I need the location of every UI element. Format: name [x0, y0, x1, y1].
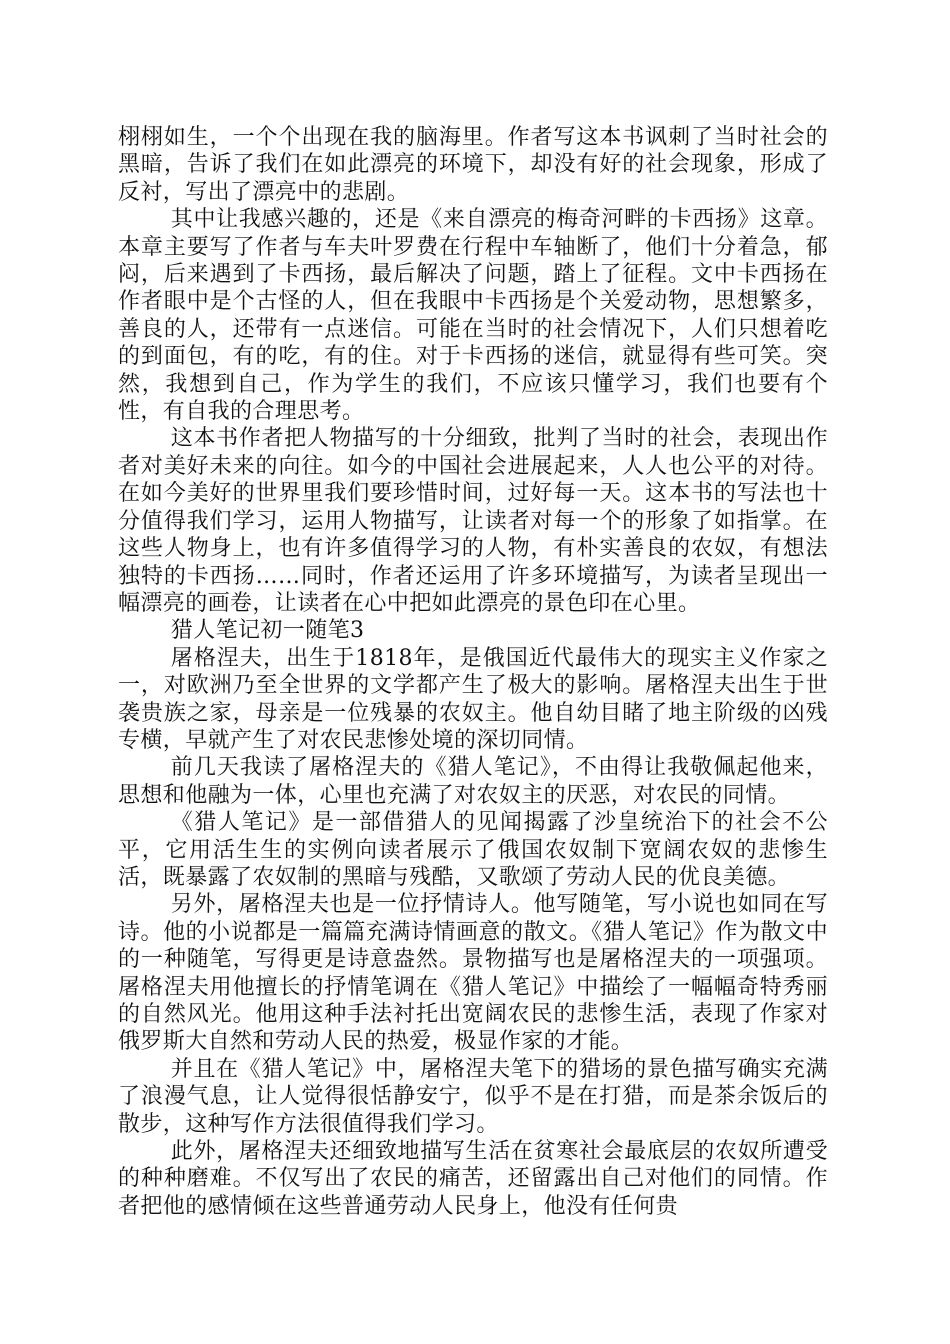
paragraph-6: 《猎人笔记》是一部借猎人的见闻揭露了沙皇统治下的社会不公平，它用活生生的实例向读者展示了俄国农奴制下宽阔农奴的悲惨生活，既暴露了农奴制的黑暗与残酷，又歌颂了劳动人民的优良美德。 — [118, 810, 828, 890]
paragraph-9: 此外，屠格涅夫还细致地描写生活在贫寒社会最底层的农奴所遭受的种种磨难。不仅写出了农民的痛苦，还留露出自己对他们的同情。作者把他的感情倾在这些普通劳动人民身上，他没有任何贵 — [118, 1139, 828, 1219]
paragraph-7: 另外，屠格涅夫也是一位抒情诗人。他写随笔，写小说也如同在写诗。他的小说都是一篇篇充满诗情画意的散文。《猎人笔记》作为散文中的一种随笔，写得更是诗意盎然。景物描写也是屠格涅夫的一项强项。屠格涅夫用他擅长的抒情笔调在《猎人笔记》中描绘了一幅幅奇特秀丽的自然风光。他用这种手法衬托出宽阔农民的悲惨生活，表现了作家对俄罗斯大自然和劳动人民的热爱，极显作家的才能。 — [118, 892, 828, 1055]
essay-heading: 猎人笔记初一随笔3 — [170, 618, 365, 644]
paragraph-3: 这本书作者把人物描写的十分细致，批判了当时的社会，表现出作者对美好未来的向往。如今的中国社会进展起来，人人也公平的对待。在如今美好的世界里我们要珍惜时间，过好每一天。这本书的写法也十分值得我们学习，运用人物描写，让读者对每一个的形象了如指掌。在这些人物身上，也有许多值得学习的人物，有朴实善良的农奴，有想法独特的卡西扬……同时，作者还运用了许多环境描写，为读者呈现出一幅漂亮的画卷，让读者在心中把如此漂亮的景色印在心里。 — [118, 426, 828, 616]
paragraph-4: 屠格涅夫，出生于1818年，是俄国近代最伟大的现实主义作家之一，对欧洲乃至全世界的文学都产生了极大的影响。屠格涅夫出生于世袭贵族之家，母亲是一位残暴的农奴主。他自幼目睹了地主阶级的凶残专横，早就产生了对农民悲惨处境的深切同情。 — [118, 645, 828, 753]
paragraph-5: 前几天我读了屠格涅夫的《猎人笔记》，不由得让我敬佩起他来，思想和他融为一体，心里也充满了对农奴主的厌恶，对农民的同情。 — [118, 755, 828, 808]
document-body — [118, 124, 828, 1220]
paragraph-1: 栩栩如生，一个个出现在我的脑海里。作者写这本书讽刺了当时社会的黑暗，告诉了我们在如此漂亮的环境下，却没有好的社会现象，形成了反衬，写出了漂亮中的悲剧。 — [118, 125, 828, 205]
paragraph-2: 其中让我感兴趣的，还是《来自漂亮的梅奇河畔的卡西扬》这章。本章主要写了作者与车夫叶罗费在行程中车轴断了，他们十分着急，郁闷，后来遇到了卡西扬，最后解决了问题，踏上了征程。文中卡西扬在作者眼中是个古怪的人，但在我眼中卡西扬是个关爱动物，思想繁多，善良的人，还带有一点迷信。可能在当时的社会情况下，人们只想着吃的到面包，有的吃，有的住。对于卡西扬的迷信，就显得有些可笑。突然，我想到自己，作为学生的我们，不应该只懂学习，我们也要有个性，有自我的合理思考。 — [118, 207, 828, 425]
paragraph-8: 并且在《猎人笔记》中，屠格涅夫笔下的猎场的景色描写确实充满了浪漫气息，让人觉得很恬静安宁，似乎不是在打猎，而是茶余饭后的散步，这种写作方法很值得我们学习。 — [118, 1056, 828, 1137]
